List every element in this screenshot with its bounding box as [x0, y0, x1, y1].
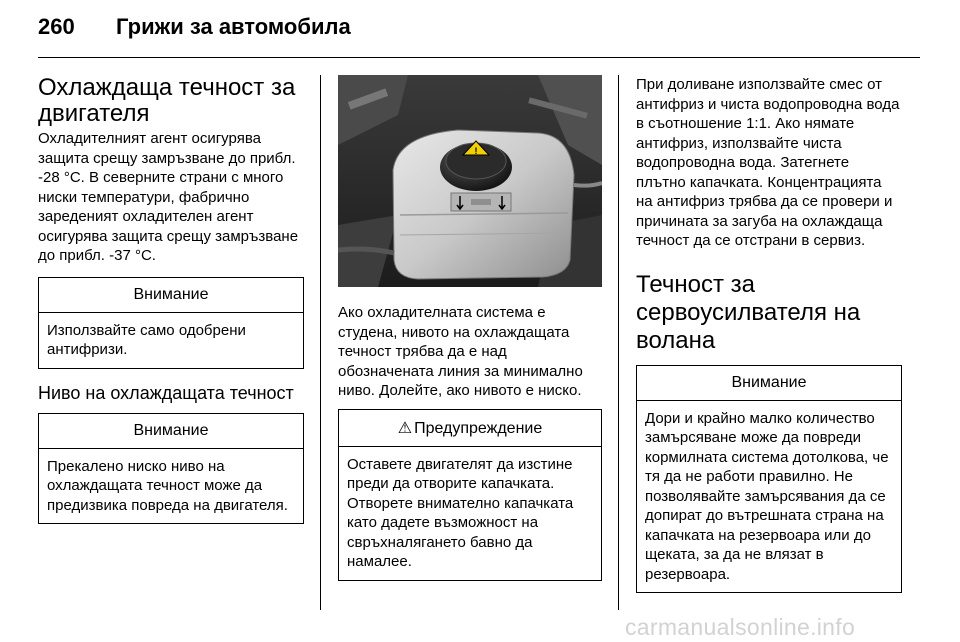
- column-divider: [320, 75, 321, 610]
- section-heading: Течност за сервоусилвателя на волана: [636, 270, 861, 354]
- level-paragraph: Ако охладителната система е студена, нивото на охлаждащата течност трябва да е над обозначената линия за минимално ниво. Долейте, ако нивото е ниско.: [338, 304, 583, 399]
- notice-body: Използвайте само одобрени антифризи.: [47, 321, 246, 358]
- refill-paragraph: При доливане използвайте смес от антифриз и чиста водопроводна вода в съотношение 1:1. Ако нямате антифриз, използвайте чиста водопроводна вода. Затегнете плътно капачката. Концентрацията на антифриз трябва да се провери и причината за загуба на охлаждаща течност да се отстрани в сервиз.: [636, 76, 900, 249]
- notice-title: Внимание: [39, 278, 303, 313]
- intro-paragraph: Охладителният агент осигурява защита срещу замръзване до прибл. -28 °C. В северните страни с много ниски температури, фабрично зареденият охладителен агент осигурява защита срещу замръзване до прибл. -37 °C.: [38, 130, 299, 264]
- notice-box: [636, 365, 902, 594]
- header-rule: [38, 57, 920, 58]
- watermark: carmanualsonline.info: [625, 614, 856, 640]
- warning-title-text: Предупреждение: [414, 419, 543, 437]
- warning-triangle-icon: ⚠: [397, 419, 413, 437]
- warning-body: Оставете двигателят да изстине преди да отворите капачката. Отворете внимателно капачката като дадете възможност на свръхналягането бавно да намалее.: [347, 455, 574, 570]
- column-divider: [618, 75, 619, 610]
- column-left: [38, 73, 304, 524]
- notice-title: Внимание: [637, 366, 901, 401]
- notice-box: [38, 277, 304, 369]
- column-right: [636, 73, 902, 593]
- page-number: 260: [38, 14, 75, 39]
- notice-body: Дори и крайно малко количество замърсяване може да повреди кормилната система дотолкова, че тя да не работи правилно. Не позволявайте замърсявания да се допират до вътрешната страна на капачката на резервоара или до щеката, за да не влязат в резервоара.: [645, 409, 889, 583]
- svg-text:!: !: [474, 146, 478, 156]
- coolant-reservoir-photo: [338, 75, 602, 287]
- notice-body: Прекалено ниско ниво на охлаждащата течност може да предизвика повреда на двигателя.: [47, 457, 288, 514]
- warning-title: [339, 410, 601, 447]
- subsection-heading: Ниво на охлаждащата течност: [38, 382, 294, 403]
- section-heading: Охлаждаща течност за двигателя: [38, 74, 296, 127]
- page-header: [38, 14, 351, 40]
- column-middle: [338, 73, 602, 581]
- warning-box: [338, 409, 602, 581]
- notice-box: [38, 413, 304, 525]
- chapter-title: Грижи за автомобила: [116, 14, 351, 39]
- notice-title: Внимание: [39, 414, 303, 449]
